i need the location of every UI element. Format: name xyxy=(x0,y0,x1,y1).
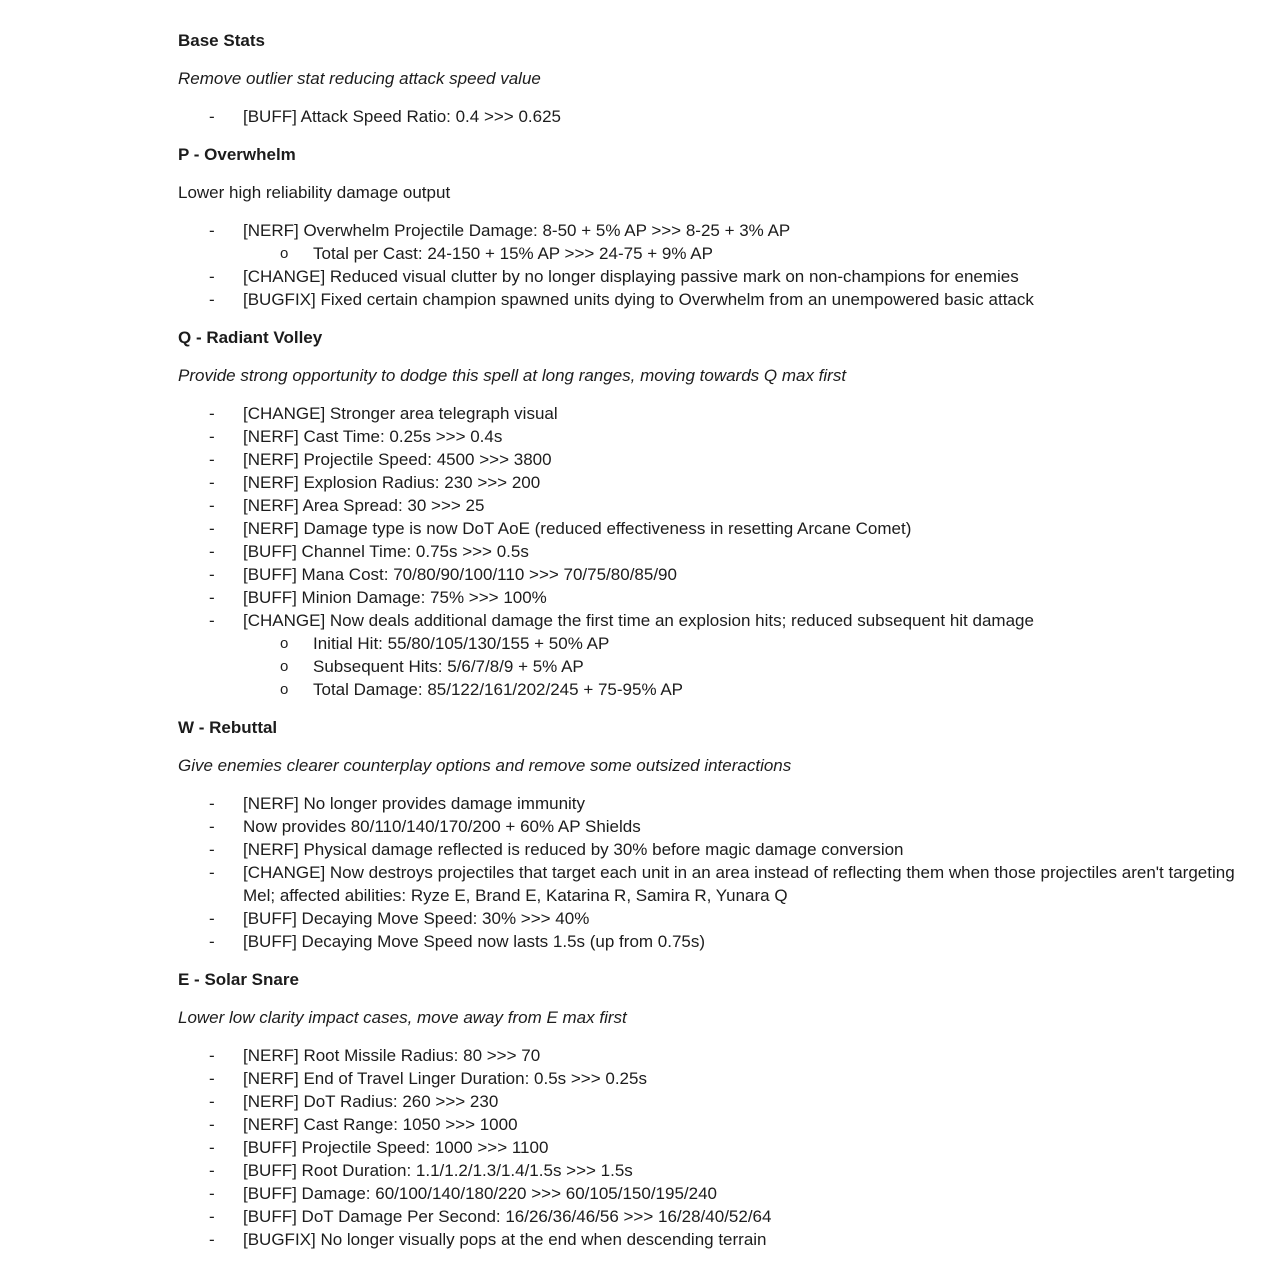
dash-bullet-marker: - xyxy=(209,107,215,126)
dash-bullet-marker: - xyxy=(209,221,215,240)
change-list xyxy=(178,105,1244,128)
section-heading: E - Solar Snare xyxy=(178,970,299,989)
change-list xyxy=(178,792,1244,953)
section-e-solar-snare xyxy=(178,968,1244,1251)
change-list-item xyxy=(178,1136,1244,1159)
section-heading: P - Overwhelm xyxy=(178,145,296,164)
circle-bullet-marker: o xyxy=(280,635,289,652)
change-text: [BUFF] Attack Speed Ratio: 0.4 >>> 0.625 xyxy=(243,107,561,126)
change-text: [CHANGE] Now destroys projectiles that target each unit in an area instead of reflecting them when those projectiles aren't targeting Mel; affected abilities: Ryze E, Brand E, Katarina R, Samira R, Yunara Q xyxy=(243,863,1235,905)
change-list-item xyxy=(178,425,1244,448)
change-text: [NERF] Cast Range: 1050 >>> 1000 xyxy=(243,1115,518,1134)
change-text: Now provides 80/110/140/170/200 + 60% AP Shields xyxy=(243,817,641,836)
dash-bullet-marker: - xyxy=(209,1069,215,1088)
change-list-item xyxy=(178,1159,1244,1182)
dash-bullet-marker: - xyxy=(209,817,215,836)
section-base-stats xyxy=(178,29,1244,128)
dash-bullet-marker: - xyxy=(209,1046,215,1065)
dash-bullet-marker: - xyxy=(209,588,215,607)
dash-bullet-marker: - xyxy=(209,1207,215,1226)
change-list xyxy=(178,219,1244,311)
change-list-item xyxy=(178,609,1244,632)
change-text: [BUFF] Channel Time: 0.75s >>> 0.5s xyxy=(243,542,529,561)
change-list-item xyxy=(178,1205,1244,1228)
change-list-item xyxy=(178,678,1244,701)
dash-bullet-marker: - xyxy=(209,267,215,286)
dash-bullet-marker: - xyxy=(209,519,215,538)
section-q-radiant-volley xyxy=(178,326,1244,701)
change-text: [NERF] Damage type is now DoT AoE (reduced effectiveness in resetting Arcane Comet) xyxy=(243,519,912,538)
section-description: Provide strong opportunity to dodge this spell at long ranges, moving towards Q max first xyxy=(178,366,847,385)
section-description: Give enemies clearer counterplay options and remove some outsized interactions xyxy=(178,756,792,775)
dash-bullet-marker: - xyxy=(209,1184,215,1203)
dash-bullet-marker: - xyxy=(209,473,215,492)
dash-bullet-marker: - xyxy=(209,611,215,630)
section-heading: Q - Radiant Volley xyxy=(178,328,323,347)
dash-bullet-marker: - xyxy=(209,932,215,951)
change-list-item xyxy=(178,288,1244,311)
change-text: Initial Hit: 55/80/105/130/155 + 50% AP xyxy=(313,634,610,653)
change-list-item xyxy=(178,838,1244,861)
dash-bullet-marker: - xyxy=(209,427,215,446)
change-list xyxy=(178,1044,1244,1251)
change-text: [BUFF] Damage: 60/100/140/180/220 >>> 60/105/150/195/240 xyxy=(243,1184,717,1203)
dash-bullet-marker: - xyxy=(209,565,215,584)
change-text: [BUFF] Root Duration: 1.1/1.2/1.3/1.4/1.5s >>> 1.5s xyxy=(243,1161,633,1180)
section-heading: W - Rebuttal xyxy=(178,718,278,737)
change-text: [BUFF] Decaying Move Speed: 30% >>> 40% xyxy=(243,909,590,928)
dash-bullet-marker: - xyxy=(209,1092,215,1111)
change-list-item xyxy=(178,402,1244,425)
change-text: [BUGFIX] No longer visually pops at the end when descending terrain xyxy=(243,1230,767,1249)
dash-bullet-marker: - xyxy=(209,909,215,928)
dash-bullet-marker: - xyxy=(209,1161,215,1180)
change-text: [NERF] End of Travel Linger Duration: 0.5s >>> 0.25s xyxy=(243,1069,647,1088)
change-text: [NERF] Physical damage reflected is reduced by 30% before magic damage conversion xyxy=(243,840,904,859)
change-text: [NERF] Root Missile Radius: 80 >>> 70 xyxy=(243,1046,541,1065)
section-heading: Base Stats xyxy=(178,31,265,50)
change-text: [BUFF] Decaying Move Speed now lasts 1.5s (up from 0.75s) xyxy=(243,932,706,951)
change-list-item xyxy=(178,471,1244,494)
change-list-item xyxy=(178,1182,1244,1205)
section-w-rebuttal xyxy=(178,716,1244,953)
dash-bullet-marker: - xyxy=(209,1230,215,1249)
dash-bullet-marker: - xyxy=(209,450,215,469)
change-list-item xyxy=(178,1113,1244,1136)
change-list-item xyxy=(178,242,1244,265)
change-text: [BUFF] Minion Damage: 75% >>> 100% xyxy=(243,588,547,607)
dash-bullet-marker: - xyxy=(209,496,215,515)
dash-bullet-marker: - xyxy=(209,794,215,813)
patch-notes-document xyxy=(178,29,1244,1266)
change-text: [NERF] Area Spread: 30 >>> 25 xyxy=(243,496,485,515)
change-list-item xyxy=(178,907,1244,930)
change-list-item xyxy=(178,517,1244,540)
dash-bullet-marker: - xyxy=(209,404,215,423)
change-list-item xyxy=(178,930,1244,953)
change-list-item xyxy=(178,815,1244,838)
dash-bullet-marker: - xyxy=(209,1115,215,1134)
change-list-item xyxy=(178,563,1244,586)
section-description: Lower low clarity impact cases, move away from E max first xyxy=(178,1008,627,1027)
change-list-item xyxy=(178,655,1244,678)
change-list-item xyxy=(178,105,1244,128)
change-text: Subsequent Hits: 5/6/7/8/9 + 5% AP xyxy=(313,657,584,676)
section-description: Remove outlier stat reducing attack speed value xyxy=(178,69,541,88)
change-text: [NERF] DoT Radius: 260 >>> 230 xyxy=(243,1092,499,1111)
change-text: Total per Cast: 24-150 + 15% AP >>> 24-75 + 9% AP xyxy=(313,244,713,263)
dash-bullet-marker: - xyxy=(209,1138,215,1157)
change-list-item xyxy=(178,1067,1244,1090)
dash-bullet-marker: - xyxy=(209,840,215,859)
change-list-item xyxy=(178,586,1244,609)
change-list-item xyxy=(178,265,1244,288)
change-text: [CHANGE] Now deals additional damage the first time an explosion hits; reduced subsequent hit damage xyxy=(243,611,1034,630)
change-text: [CHANGE] Reduced visual clutter by no longer displaying passive mark on non-champions for enemies xyxy=(243,267,1019,286)
change-list-item xyxy=(178,1044,1244,1067)
change-list-item xyxy=(178,632,1244,655)
section-description: Lower high reliability damage output xyxy=(178,183,451,202)
change-text: [BUFF] DoT Damage Per Second: 16/26/36/46/56 >>> 16/28/40/52/64 xyxy=(243,1207,772,1226)
change-text: [BUFF] Projectile Speed: 1000 >>> 1100 xyxy=(243,1138,549,1157)
change-text: [BUFF] Mana Cost: 70/80/90/100/110 >>> 70/75/80/85/90 xyxy=(243,565,677,584)
change-text: [CHANGE] Stronger area telegraph visual xyxy=(243,404,558,423)
change-text: [NERF] Explosion Radius: 230 >>> 200 xyxy=(243,473,541,492)
dash-bullet-marker: - xyxy=(209,863,215,882)
circle-bullet-marker: o xyxy=(280,658,289,675)
change-list-item xyxy=(178,448,1244,471)
change-text: [NERF] Cast Time: 0.25s >>> 0.4s xyxy=(243,427,503,446)
change-text: [BUGFIX] Fixed certain champion spawned units dying to Overwhelm from an unempowered basic attack xyxy=(243,290,1034,309)
dash-bullet-marker: - xyxy=(209,290,215,309)
change-text: [NERF] Overwhelm Projectile Damage: 8-50 + 5% AP >>> 8-25 + 3% AP xyxy=(243,221,791,240)
change-list-item xyxy=(178,494,1244,517)
change-list-item xyxy=(178,792,1244,815)
circle-bullet-marker: o xyxy=(280,245,289,262)
change-list-item xyxy=(178,1090,1244,1113)
change-text: [NERF] Projectile Speed: 4500 >>> 3800 xyxy=(243,450,552,469)
change-text: [NERF] No longer provides damage immunity xyxy=(243,794,586,813)
circle-bullet-marker: o xyxy=(280,681,289,698)
change-list-item xyxy=(178,1228,1244,1251)
section-p-overwhelm xyxy=(178,143,1244,311)
dash-bullet-marker: - xyxy=(209,542,215,561)
change-list-item xyxy=(178,540,1244,563)
change-list xyxy=(178,402,1244,701)
change-list-item xyxy=(178,861,1244,907)
change-text: Total Damage: 85/122/161/202/245 + 75-95% AP xyxy=(313,680,684,699)
change-list-item xyxy=(178,219,1244,242)
